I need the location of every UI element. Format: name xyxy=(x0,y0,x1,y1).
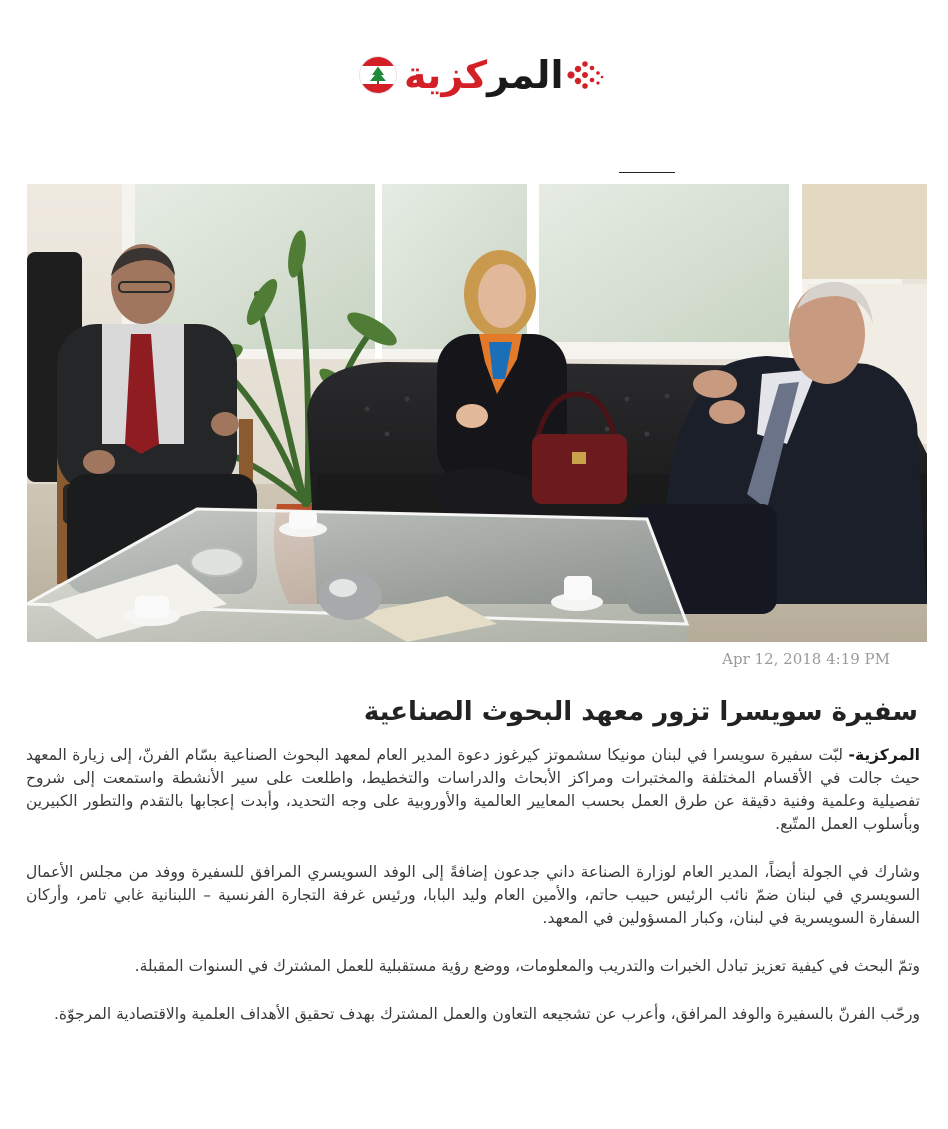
source-label: المركزية- xyxy=(848,746,920,764)
logo-main-text: المر xyxy=(487,53,564,97)
article-photo[interactable] xyxy=(27,184,927,642)
site-header xyxy=(0,0,948,140)
paragraph-1-text: لبّت سفيرة سويسرا في لبنان مونيكا سشموتز كيرغوز دعوة المدير العام لمعهد البحوث الصناعية بسّام الفرنّ، إلى زيارة المعهد حيث جالت في الأقسام المختلفة والمختبرات ومراكز الأبحاث والدراسات والتخطيط، واطلعت على سير الأنشطة واستمعت إلى شروح تفصيلية وعلمية وفنية دقيقة عن طرق العمل بحسب المعايير العالمية والأوروبية على وجه التحديد، وأبدت إعجابها بالتقدم والتطور الكبيرين وبأسلوب العمل المتّبع. xyxy=(26,746,920,833)
article-headline: سفيرة سويسرا تزور معهد البحوث الصناعية xyxy=(363,697,918,727)
article-paragraph-1 xyxy=(26,744,920,836)
article-paragraph-4: ورحّب الفرنّ بالسفيرة والوفد المرافق، وأعرب عن تشجيعه التعاون والعمل المشترك بهدف تحقيق الأهداف العلمية والاقتصادية المرجوّة. xyxy=(53,1005,920,1023)
article-paragraph-2: وشارك في الجولة أيضاً، المدير العام لوزارة الصناعة داني جدعون إضافةً إلى الوفد السويسري المرافق للسفيرة ووفد من مجلس الأعمال السويسري في لبنان ضمّ نائب الرئيس حبيب حاتم، والأمين العام وليد البابا، ورئيس غرفة التجارة الفرنسية – اللبنانية غابي تامر، وأركان السفارة السويسرية في لبنان، وكبار المسؤولين في المعهد. xyxy=(26,863,920,927)
site-logo[interactable] xyxy=(360,46,620,104)
article-body xyxy=(26,744,920,1084)
article-timestamp: Apr 12, 2018 4:19 PM xyxy=(722,650,890,668)
article-paragraph-3: وتمّ البحث في كيفية تعزيز تبادل الخبرات والتدريب والمعلومات، ووضع رؤية مستقبلية للعمل المشترك في السنوات المقبلة. xyxy=(134,957,920,975)
lebanon-flag-icon xyxy=(360,57,396,93)
red-dots-icon xyxy=(565,55,605,95)
logo-wordmark xyxy=(404,46,563,104)
logo-accent-text: كزية xyxy=(404,53,488,97)
divider-line xyxy=(619,172,675,173)
